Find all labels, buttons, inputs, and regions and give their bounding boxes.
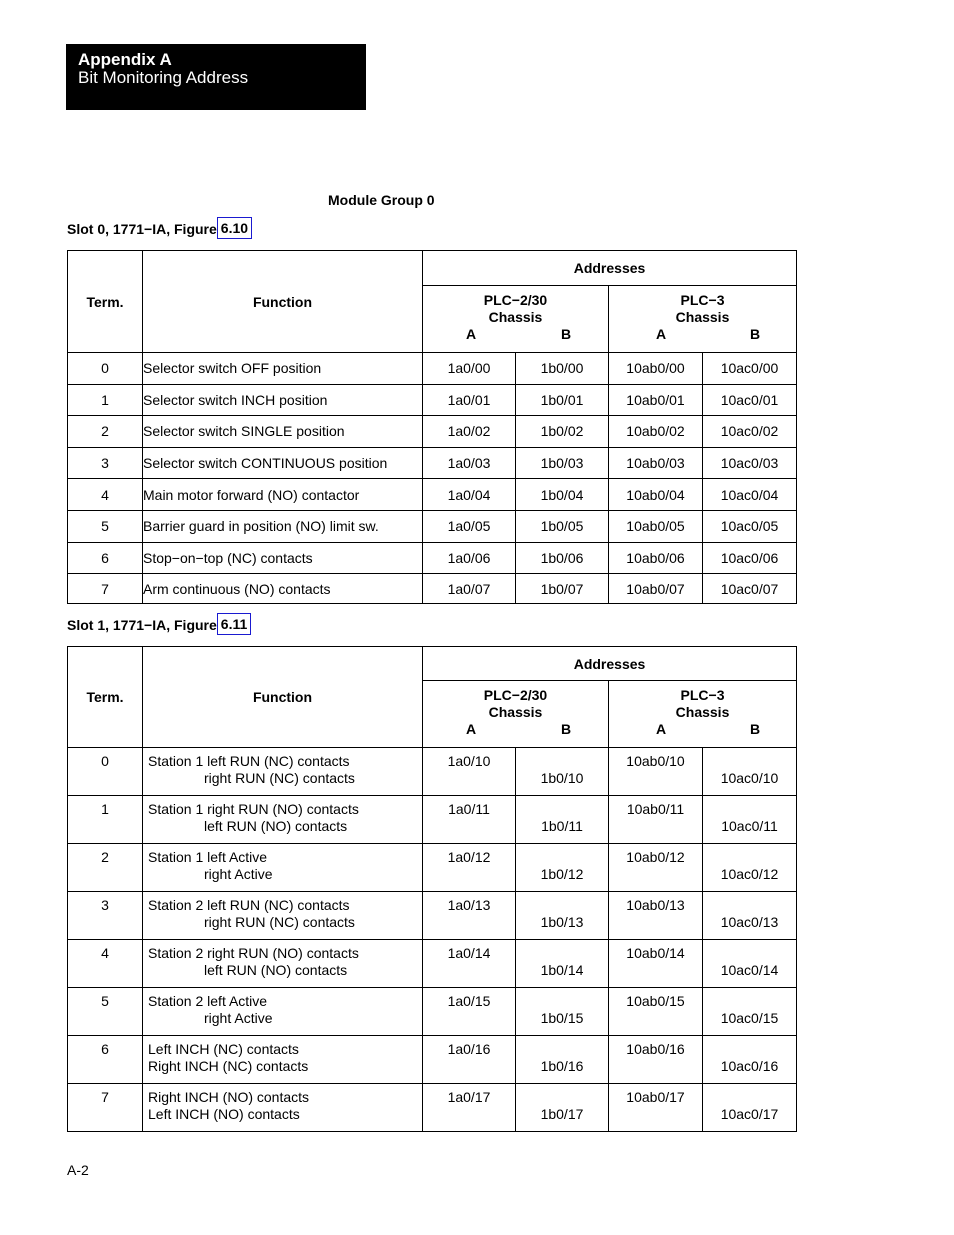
plc2-a-cell (423, 1036, 516, 1084)
plc3-a-cell (609, 796, 703, 844)
function-cell (143, 892, 423, 940)
term-value: 2 (101, 849, 109, 865)
function-line-2: right Active (204, 866, 273, 882)
plc2-a-cell: 1a0/03 (423, 447, 516, 479)
function-cell: Selector switch CONTINUOUS position (143, 447, 423, 479)
term-cell (68, 1084, 143, 1132)
table-row (68, 416, 797, 448)
function-line-1: Station 2 left RUN (NC) contacts (148, 897, 350, 913)
plc2-a-cell-value: 1a0/10 (447, 753, 491, 769)
plc2-a-cell-value: 1a0/14 (447, 945, 491, 961)
plc2-a-cell-value: 1a0/16 (447, 1041, 491, 1057)
plc2-b-cell (516, 1036, 609, 1084)
plc2-b-cell: 1b0/02 (516, 416, 609, 448)
plc3-b-cell (703, 748, 797, 796)
plc2-b-cell-value: 1b0/16 (540, 1058, 584, 1074)
plc3-b-cell: 10ac0/03 (703, 447, 797, 479)
plc3-b-cell: 10ac0/05 (703, 510, 797, 542)
plc3-a-cell-value: 10ab0/10 (626, 753, 685, 769)
plc2-a-cell-value: 1a0/17 (447, 1089, 491, 1105)
slot1-title (67, 614, 251, 636)
term-cell: 7 (68, 574, 143, 604)
plc2-a-cell: 1a0/06 (423, 542, 516, 574)
function-header: Function (143, 647, 423, 748)
function-line-1: Station 1 right RUN (NO) contacts (148, 801, 359, 817)
plc3-a-cell (609, 748, 703, 796)
plc2-b-cell: 1b0/03 (516, 447, 609, 479)
function-line-2: left RUN (NO) contacts (204, 962, 348, 978)
function-line-1: Station 1 left Active (148, 849, 268, 865)
plc2-a-cell (423, 796, 516, 844)
plc3-b-cell-value: 10ac0/16 (720, 1058, 779, 1074)
plc2-chassis-label: Chassis (488, 309, 543, 325)
plc3-a-cell: 10ab0/03 (609, 447, 703, 479)
plc3-a-cell: 10ab0/02 (609, 416, 703, 448)
term-cell (68, 940, 143, 988)
slot0-title (67, 218, 252, 240)
term-cell (68, 892, 143, 940)
term-value: 0 (101, 753, 109, 769)
plc3-a-cell-value: 10ab0/12 (626, 849, 685, 865)
function-line-2: Right INCH (NC) contacts (148, 1058, 309, 1074)
plc2-b-label: B (561, 326, 572, 342)
plc2-chassis-header (423, 681, 609, 748)
plc2-a-label: A (466, 326, 477, 342)
addresses-header: Addresses (423, 647, 797, 681)
addresses-header: Addresses (423, 251, 797, 286)
plc2-a-cell (423, 988, 516, 1036)
plc3-a-cell (609, 988, 703, 1036)
plc2-a-cell-value: 1a0/11 (448, 801, 490, 817)
slot0-title-text: Slot 0, 1771−IA, Figure (67, 221, 217, 237)
plc2-a-cell: 1a0/05 (423, 510, 516, 542)
term-value: 3 (101, 897, 109, 913)
plc2-label: PLC−2/30 (483, 687, 548, 703)
plc2-b-cell (516, 988, 609, 1036)
function-line-1: Left INCH (NC) contacts (148, 1041, 299, 1057)
page-number: A-2 (67, 1162, 89, 1178)
table-row (68, 1084, 797, 1132)
function-cell: Main motor forward (NO) contactor (143, 479, 423, 511)
plc3-a-cell-value: 10ab0/11 (626, 801, 685, 817)
slot1-title-text: Slot 1, 1771−IA, Figure (67, 617, 217, 633)
plc2-b-cell (516, 748, 609, 796)
plc2-b-cell: 1b0/00 (516, 353, 609, 385)
plc3-a-cell (609, 1084, 703, 1132)
plc3-a-cell-value: 10ab0/15 (626, 993, 685, 1009)
function-cell (143, 1084, 423, 1132)
function-line-2: right RUN (NC) contacts (204, 770, 355, 786)
plc3-a-cell: 10ab0/06 (609, 542, 703, 574)
term-cell (68, 844, 143, 892)
slot1-figure-link[interactable]: 6.11 (217, 613, 251, 635)
plc2-b-cell-value: 1b0/11 (541, 818, 583, 834)
plc2-b-cell-value: 1b0/12 (540, 866, 584, 882)
plc3-a-label: A (656, 721, 667, 737)
function-cell: Selector switch OFF position (143, 353, 423, 385)
function-header: Function (143, 251, 423, 353)
table-row (68, 892, 797, 940)
plc3-b-cell (703, 844, 797, 892)
term-cell: 0 (68, 353, 143, 385)
plc3-b-cell (703, 940, 797, 988)
table-row (68, 479, 797, 511)
plc2-chassis-header (423, 286, 609, 353)
plc2-b-cell-value: 1b0/15 (540, 1010, 584, 1026)
plc3-b-cell: 10ac0/06 (703, 542, 797, 574)
plc3-b-cell (703, 892, 797, 940)
table-row (68, 384, 797, 416)
plc2-b-cell: 1b0/04 (516, 479, 609, 511)
function-cell: Selector switch INCH position (143, 384, 423, 416)
plc3-chassis-header (609, 681, 797, 748)
slot1-table (67, 646, 797, 1132)
function-cell (143, 940, 423, 988)
table-row (68, 748, 797, 796)
plc3-b-cell-value: 10ac0/17 (720, 1106, 779, 1122)
plc2-a-cell (423, 1084, 516, 1132)
plc2-a-cell (423, 892, 516, 940)
table-row (68, 796, 797, 844)
plc3-b-cell-value: 10ac0/11 (721, 818, 778, 834)
slot0-table (67, 250, 797, 604)
plc3-a-cell: 10ab0/04 (609, 479, 703, 511)
plc2-a-cell (423, 748, 516, 796)
plc3-b-cell (703, 1084, 797, 1132)
function-cell (143, 796, 423, 844)
plc2-b-cell-value: 1b0/14 (540, 962, 584, 978)
plc3-b-cell: 10ac0/04 (703, 479, 797, 511)
slot0-figure-link[interactable]: 6.10 (217, 217, 252, 239)
plc3-b-cell-value: 10ac0/13 (720, 914, 779, 930)
plc2-b-cell: 1b0/01 (516, 384, 609, 416)
plc3-chassis-label: Chassis (675, 309, 730, 325)
plc2-a-cell-value: 1a0/15 (447, 993, 491, 1009)
plc2-b-cell (516, 844, 609, 892)
plc3-label: PLC−3 (680, 292, 725, 308)
plc3-a-cell: 10ab0/07 (609, 574, 703, 604)
plc3-b-cell-value: 10ac0/12 (720, 866, 779, 882)
function-cell (143, 748, 423, 796)
plc2-b-cell-value: 1b0/17 (540, 1106, 584, 1122)
plc3-a-cell-value: 10ab0/17 (626, 1089, 685, 1105)
table-row (68, 542, 797, 574)
plc3-a-cell: 10ab0/05 (609, 510, 703, 542)
term-value: 6 (101, 1041, 109, 1057)
plc2-b-cell (516, 940, 609, 988)
plc3-a-cell-value: 10ab0/13 (626, 897, 685, 913)
plc2-b-cell: 1b0/05 (516, 510, 609, 542)
term-header: Term. (68, 647, 143, 748)
plc2-a-cell (423, 940, 516, 988)
appendix-header (66, 44, 366, 110)
module-group-title: Module Group 0 (328, 192, 435, 208)
term-value: 4 (101, 945, 109, 961)
plc3-b-label: B (750, 721, 761, 737)
plc2-chassis-label: Chassis (488, 704, 543, 720)
function-cell: Selector switch SINGLE position (143, 416, 423, 448)
plc2-b-cell (516, 796, 609, 844)
table-row (68, 510, 797, 542)
term-header: Term. (68, 251, 143, 353)
plc2-a-label: A (466, 721, 477, 737)
plc3-b-cell: 10ac0/01 (703, 384, 797, 416)
plc3-b-cell: 10ac0/00 (703, 353, 797, 385)
plc2-a-cell (423, 844, 516, 892)
function-line-1: Station 2 right RUN (NO) contacts (148, 945, 359, 961)
term-value: 5 (101, 993, 109, 1009)
plc3-b-cell: 10ac0/07 (703, 574, 797, 604)
plc2-label: PLC−2/30 (483, 292, 548, 308)
plc3-b-cell: 10ac0/02 (703, 416, 797, 448)
function-cell: Barrier guard in position (NO) limit sw. (143, 510, 423, 542)
table-row (68, 353, 797, 385)
plc2-a-cell: 1a0/01 (423, 384, 516, 416)
term-cell (68, 1036, 143, 1084)
plc2-a-cell: 1a0/04 (423, 479, 516, 511)
plc3-a-cell (609, 940, 703, 988)
term-value: 7 (101, 1089, 109, 1105)
appendix-title: Appendix A (78, 50, 172, 69)
plc2-b-cell-value: 1b0/10 (540, 770, 584, 786)
plc3-b-label: B (750, 326, 761, 342)
appendix-subtitle: Bit Monitoring Address (78, 68, 249, 87)
plc3-a-cell (609, 1036, 703, 1084)
function-cell: Arm continuous (NO) contacts (143, 574, 423, 604)
plc2-b-cell (516, 1084, 609, 1132)
term-cell (68, 796, 143, 844)
function-cell (143, 988, 423, 1036)
function-line-1: Right INCH (NO) contacts (148, 1089, 310, 1105)
plc3-b-cell-value: 10ac0/15 (720, 1010, 779, 1026)
term-cell: 4 (68, 479, 143, 511)
plc3-chassis-label: Chassis (675, 704, 730, 720)
plc2-a-cell: 1a0/00 (423, 353, 516, 385)
plc3-a-cell-value: 10ab0/14 (626, 945, 685, 961)
term-cell: 6 (68, 542, 143, 574)
plc3-a-cell: 10ab0/01 (609, 384, 703, 416)
plc2-b-cell (516, 892, 609, 940)
plc3-b-cell (703, 1036, 797, 1084)
function-line-2: left RUN (NO) contacts (204, 818, 348, 834)
plc3-b-cell-value: 10ac0/10 (720, 770, 779, 786)
plc3-chassis-header (609, 286, 797, 353)
table-row (68, 447, 797, 479)
term-cell: 3 (68, 447, 143, 479)
plc3-a-cell (609, 892, 703, 940)
plc2-b-cell: 1b0/06 (516, 542, 609, 574)
function-cell (143, 844, 423, 892)
function-cell (143, 1036, 423, 1084)
plc3-a-cell (609, 844, 703, 892)
function-line-1: Station 1 left RUN (NC) contacts (148, 753, 350, 769)
plc3-a-label: A (656, 326, 667, 342)
function-line-2: right Active (204, 1010, 273, 1026)
plc2-a-cell-value: 1a0/12 (447, 849, 491, 865)
table-row (68, 844, 797, 892)
function-cell: Stop−on−top (NC) contacts (143, 542, 423, 574)
plc2-a-cell: 1a0/02 (423, 416, 516, 448)
plc2-a-cell-value: 1a0/13 (447, 897, 491, 913)
table-row (68, 940, 797, 988)
plc3-b-cell-value: 10ac0/14 (720, 962, 779, 978)
plc3-label: PLC−3 (680, 687, 725, 703)
term-cell: 1 (68, 384, 143, 416)
plc2-a-cell: 1a0/07 (423, 574, 516, 604)
plc3-a-cell: 10ab0/00 (609, 353, 703, 385)
table-row (68, 574, 797, 604)
term-cell (68, 748, 143, 796)
plc2-b-label: B (561, 721, 572, 737)
plc3-b-cell (703, 796, 797, 844)
term-cell: 2 (68, 416, 143, 448)
plc3-a-cell-value: 10ab0/16 (626, 1041, 685, 1057)
function-line-2: Left INCH (NO) contacts (148, 1106, 300, 1122)
term-cell: 5 (68, 510, 143, 542)
term-value: 1 (101, 801, 109, 817)
plc2-b-cell-value: 1b0/13 (540, 914, 584, 930)
function-line-1: Station 2 left Active (148, 993, 268, 1009)
term-cell (68, 988, 143, 1036)
plc2-b-cell: 1b0/07 (516, 574, 609, 604)
table-row (68, 1036, 797, 1084)
plc3-b-cell (703, 988, 797, 1036)
table-row (68, 988, 797, 1036)
function-line-2: right RUN (NC) contacts (204, 914, 355, 930)
